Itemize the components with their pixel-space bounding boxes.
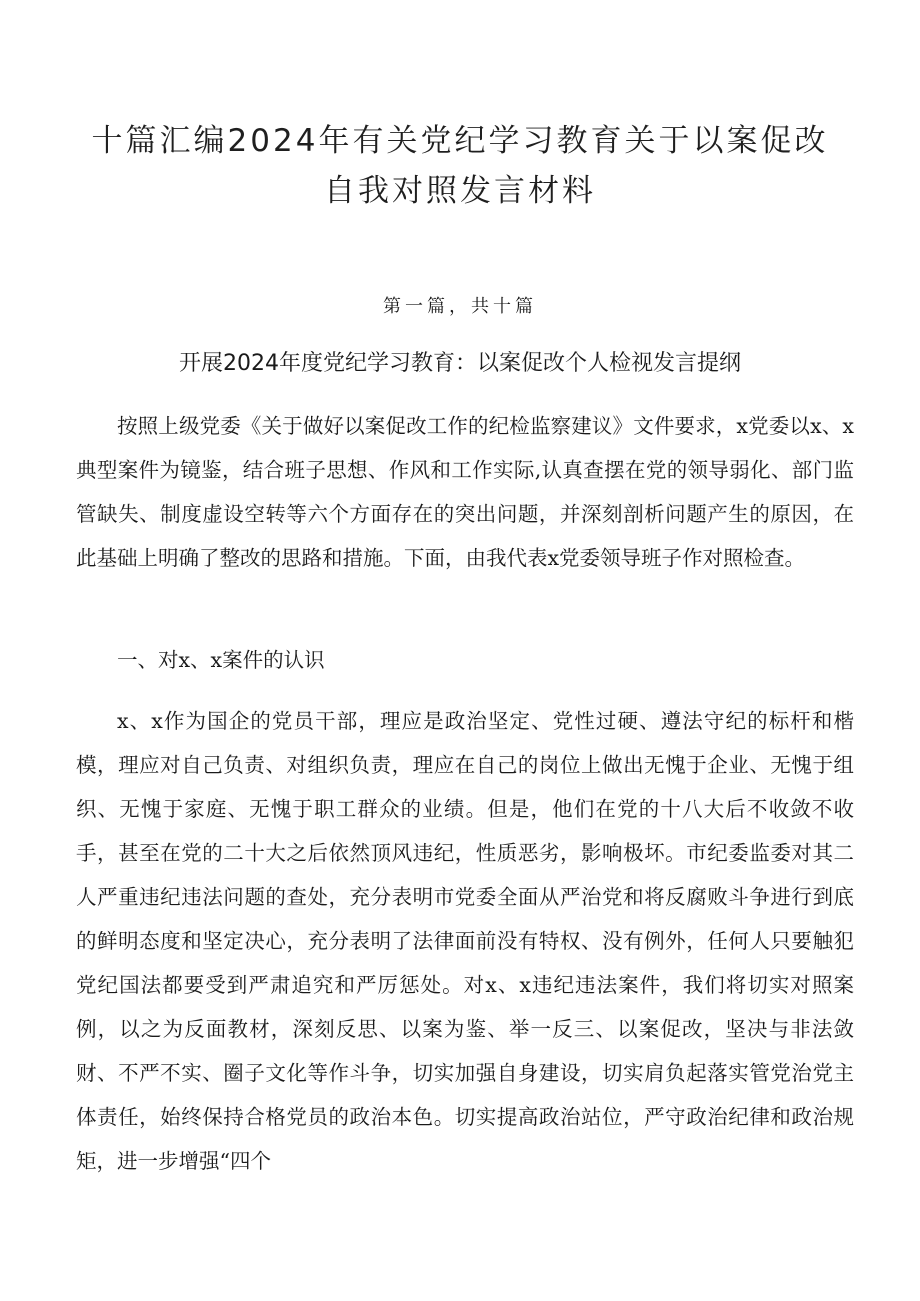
subheading-case-understanding: 一、对x、x案件的认识 (117, 648, 325, 672)
document-title: 十篇汇编2024年有关党纪学习教育关于以案促改自我对照发言材料 (91, 123, 829, 209)
paragraph-intro: 按照上级党委《关于做好以案促改工作的纪检监察建议》文件要求，x党委以x、x典型案件为镜鉴，结合班子思想、作风和工作实际,认真查摆在党的领导弱化、部门监管缺失、制度虚设空转等六个方面存在的突出问题，并深刻剖析问题产生的原因，在此基础上明确了整改的思路和措施。下面，由我代表x党委领导班子作对照检查。 (76, 414, 854, 570)
section-heading: 开展2024年度党纪学习教育：以案促改个人检视发言提纲 (179, 351, 741, 376)
paragraph-case-analysis: x、x作为国企的党员干部，理应是政治坚定、党性过硬、遵法守纪的标杆和楷模，理应对自己负责、对组织负责，理应在自己的岗位上做出无愧于企业、无愧于组织、无愧于家庭、无愧于职工群众的业绩。但是，他们在党的十八大后不收敛不收手，甚至在党的二十大之后依然顶风违纪，性质恶劣，影响极坏。市纪委监委对其二人严重违纪违法问题的查处，充分表明市党委全面从严治党和将反腐败斗争进行到底的鲜明态度和坚定决心，充分表明了法律面前没有特权、没有例外，任何人只要触犯党纪国法都要受到严肃追究和严厉惩处。对x、x违纪违法案件，我们将切实对照案例，以之为反面教材，深刻反思、以案为鉴、举一反三、以案促改，坚决与非法敛财、不严不实、圈子文化等作斗争，切实加强自身建设，切实肩负起落实管党治党主体责任，始终保持合格党员的政治本色。切实提高政治站位，严守政治纪律和政治规矩，进一步增强“四个 (76, 709, 854, 1173)
part-label: 第一篇，共十篇 (383, 296, 537, 317)
